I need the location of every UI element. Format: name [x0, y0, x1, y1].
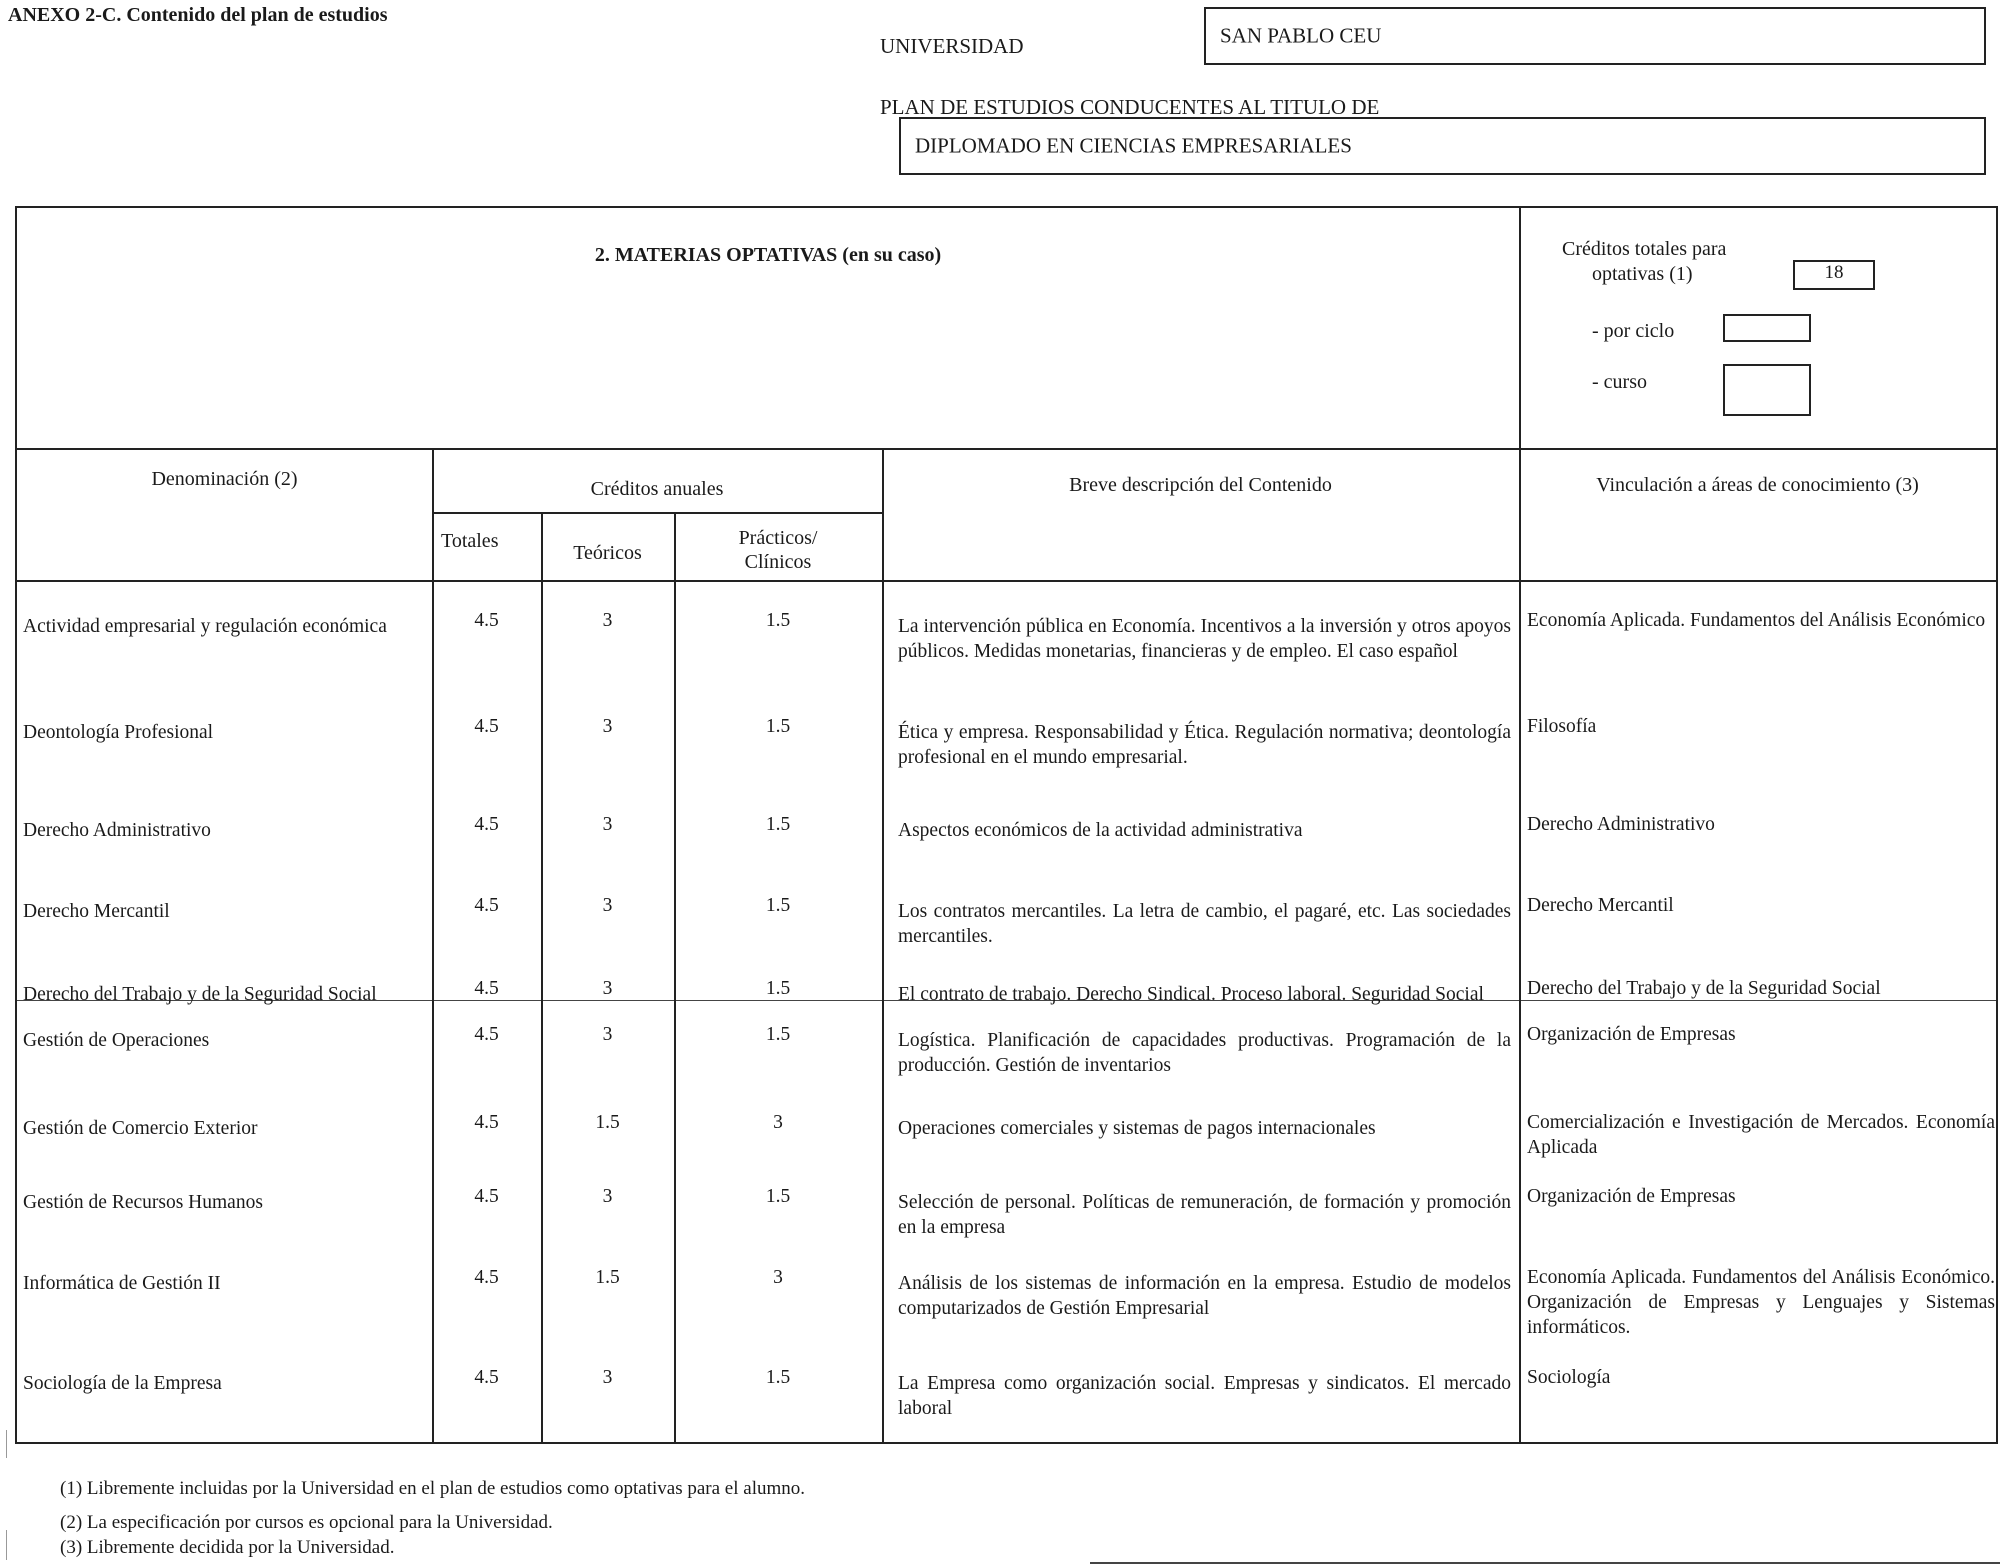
row-descripcion: El contrato de trabajo. Derecho Sindical. Proceso laboral. Seguridad Social [898, 984, 1484, 1005]
row-vinculacion: Derecho del Trabajo y de la Seguridad Social [1527, 978, 1881, 999]
footnote-2: (2) La especificación por cursos es opcional para la Universidad. [60, 1512, 553, 1533]
row-vinculacion: Comercialización e Investigación de Mercados. Economía Aplicada [1527, 1112, 1995, 1158]
row-practicos: 1.5 [765, 610, 791, 631]
row-teoricos: 3 [602, 814, 613, 835]
margin-mark [6, 1530, 7, 1560]
row-denominacion: Derecho del Trabajo y de la Seguridad Social [23, 984, 377, 1005]
optativas-table [15, 206, 1998, 1444]
row-totales: 4.5 [474, 1186, 499, 1207]
header-vinculacion: Vinculación a áreas de conocimiento (3) [1596, 474, 1919, 496]
plan-field [899, 117, 1986, 175]
row-vinculacion: Filosofía [1527, 716, 1597, 737]
row-totales: 4.5 [474, 1267, 499, 1288]
row-totales: 4.5 [474, 610, 499, 631]
row-descripcion: Los contratos mercantiles. La letra de cambio, el pagaré, etc. Las sociedades mercantiles. [898, 901, 1511, 947]
row-practicos: 1.5 [765, 1024, 791, 1045]
margin-mark [6, 1430, 7, 1458]
header-practicos [674, 526, 882, 574]
row-descripcion: Análisis de los sistemas de información en la empresa. Estudio de modelos computarizados de Gestión Empresarial [898, 1273, 1511, 1319]
row-descripcion: Logística. Planificación de capacidades productivas. Programación de la producción. Gestión de inventarios [898, 1030, 1511, 1076]
row-teoricos: 3 [602, 610, 613, 631]
row-teoricos: 3 [602, 978, 613, 999]
header-descripcion: Breve descripción del Contenido [1069, 474, 1332, 496]
row-totales: 4.5 [474, 716, 499, 737]
row-totales: 4.5 [474, 814, 499, 835]
row-denominacion: Actividad empresarial y regulación económica [23, 616, 387, 637]
row-practicos: 1.5 [765, 895, 791, 916]
header-divider [17, 580, 1996, 582]
por-ciclo-box [1723, 314, 1811, 342]
credits-total-box [1793, 260, 1875, 290]
row-descripcion: La intervención pública en Economía. Incentivos a la inversión y otros apoyos públicos. Medidas monetarias, financieras y de empleo. El caso español [898, 616, 1511, 662]
row-denominacion: Deontología Profesional [23, 722, 214, 743]
row-teoricos: 3 [602, 716, 613, 737]
row-denominacion: Gestión de Recursos Humanos [23, 1192, 263, 1213]
footnote-3: (3) Libremente decidida por la Universidad. [60, 1537, 395, 1558]
row-totales: 4.5 [474, 1112, 499, 1133]
col-divider-areas [1519, 208, 1521, 1442]
row-descripcion: Aspectos económicos de la actividad administrativa [898, 820, 1303, 841]
col-divider-descripcion [882, 448, 884, 1442]
university-field [1204, 7, 1986, 65]
section-title: 2. MATERIAS OPTATIVAS (en su caso) [594, 244, 942, 266]
row-practicos: 1.5 [765, 1367, 791, 1388]
row-totales: 4.5 [474, 1024, 499, 1045]
plan-value: DIPLOMADO EN CIENCIAS EMPRESARIALES [915, 133, 1352, 158]
credits-label-2: optativas (1) [1592, 263, 1693, 285]
row-denominacion: Gestión de Comercio Exterior [23, 1118, 258, 1139]
row-denominacion: Sociología de la Empresa [23, 1373, 222, 1394]
plan-label: PLAN DE ESTUDIOS CONDUCENTES AL TITULO DE [880, 95, 1380, 119]
row-practicos: 3 [773, 1267, 783, 1288]
row-vinculacion: Organización de Empresas [1527, 1024, 1736, 1045]
footnote-1: (1) Libremente incluidas por la Universidad en el plan de estudios como optativas para el alumno. [60, 1478, 805, 1499]
row-vinculacion: Organización de Empresas [1527, 1186, 1736, 1207]
col-divider-totales [432, 448, 434, 1442]
row-teoricos: 1.5 [595, 1112, 620, 1133]
row-totales: 4.5 [474, 895, 499, 916]
row-practicos: 1.5 [765, 814, 791, 835]
row-practicos: 3 [773, 1112, 783, 1133]
row-teoricos: 3 [602, 895, 613, 916]
row-denominacion: Informática de Gestión II [23, 1273, 221, 1294]
header-practicos-line2: Clínicos [744, 551, 812, 573]
header-denominacion: Denominación (2) [151, 468, 298, 490]
row-teoricos: 3 [602, 1367, 613, 1388]
row-descripcion: Operaciones comerciales y sistemas de pagos internacionales [898, 1118, 1376, 1139]
header-creditos-anuales: Créditos anuales [590, 478, 724, 500]
row-practicos: 1.5 [765, 978, 791, 999]
row-vinculacion: Derecho Administrativo [1527, 814, 1715, 835]
header-totales: Totales [441, 530, 499, 552]
section-divider [17, 448, 1996, 450]
row-teoricos: 1.5 [595, 1267, 620, 1288]
credits-subheader-divider [432, 512, 882, 514]
row-denominacion: Gestión de Operaciones [23, 1030, 210, 1051]
curso-label: - curso [1592, 371, 1647, 393]
row-vinculacion: Economía Aplicada. Fundamentos del Análisis Económico. Organización de Empresas y Lenguajes y Sistemas informáticos. [1527, 1267, 1995, 1338]
row-vinculacion: Economía Aplicada. Fundamentos del Análisis Económico [1527, 610, 1986, 631]
row-denominacion: Derecho Administrativo [23, 820, 211, 841]
bottom-rule [1090, 1562, 2000, 1564]
university-label: UNIVERSIDAD [880, 34, 1024, 58]
row-vinculacion: Sociología [1527, 1367, 1611, 1388]
row-descripcion: Ética y empresa. Responsabilidad y Ética. Regulación normativa; deontología profesional en el mundo empresarial. [898, 722, 1511, 768]
row-descripcion: Selección de personal. Políticas de remuneración, de formación y promoción en la empresa [898, 1192, 1511, 1238]
row-descripcion: La Empresa como organización social. Empresas y sindicatos. El mercado laboral [898, 1373, 1511, 1419]
row-totales: 4.5 [474, 978, 499, 999]
credits-label-1: Créditos totales para [1562, 238, 1727, 260]
row-totales: 4.5 [474, 1367, 499, 1388]
credits-total-value: 18 [1824, 262, 1844, 283]
row-practicos: 1.5 [765, 716, 791, 737]
curso-box [1723, 364, 1811, 416]
row-vinculacion: Derecho Mercantil [1527, 895, 1674, 916]
row-practicos: 1.5 [765, 1186, 791, 1207]
header-teoricos: Teóricos [573, 542, 642, 564]
university-value: SAN PABLO CEU [1220, 23, 1382, 48]
annex-title: ANEXO 2-C. Contenido del plan de estudios [8, 4, 388, 26]
header-practicos-line1: Prácticos/ [738, 527, 818, 549]
row-denominacion: Derecho Mercantil [23, 901, 170, 922]
row-teoricos: 3 [602, 1024, 613, 1045]
por-ciclo-label: - por ciclo [1592, 320, 1675, 342]
row-teoricos: 3 [602, 1186, 613, 1207]
